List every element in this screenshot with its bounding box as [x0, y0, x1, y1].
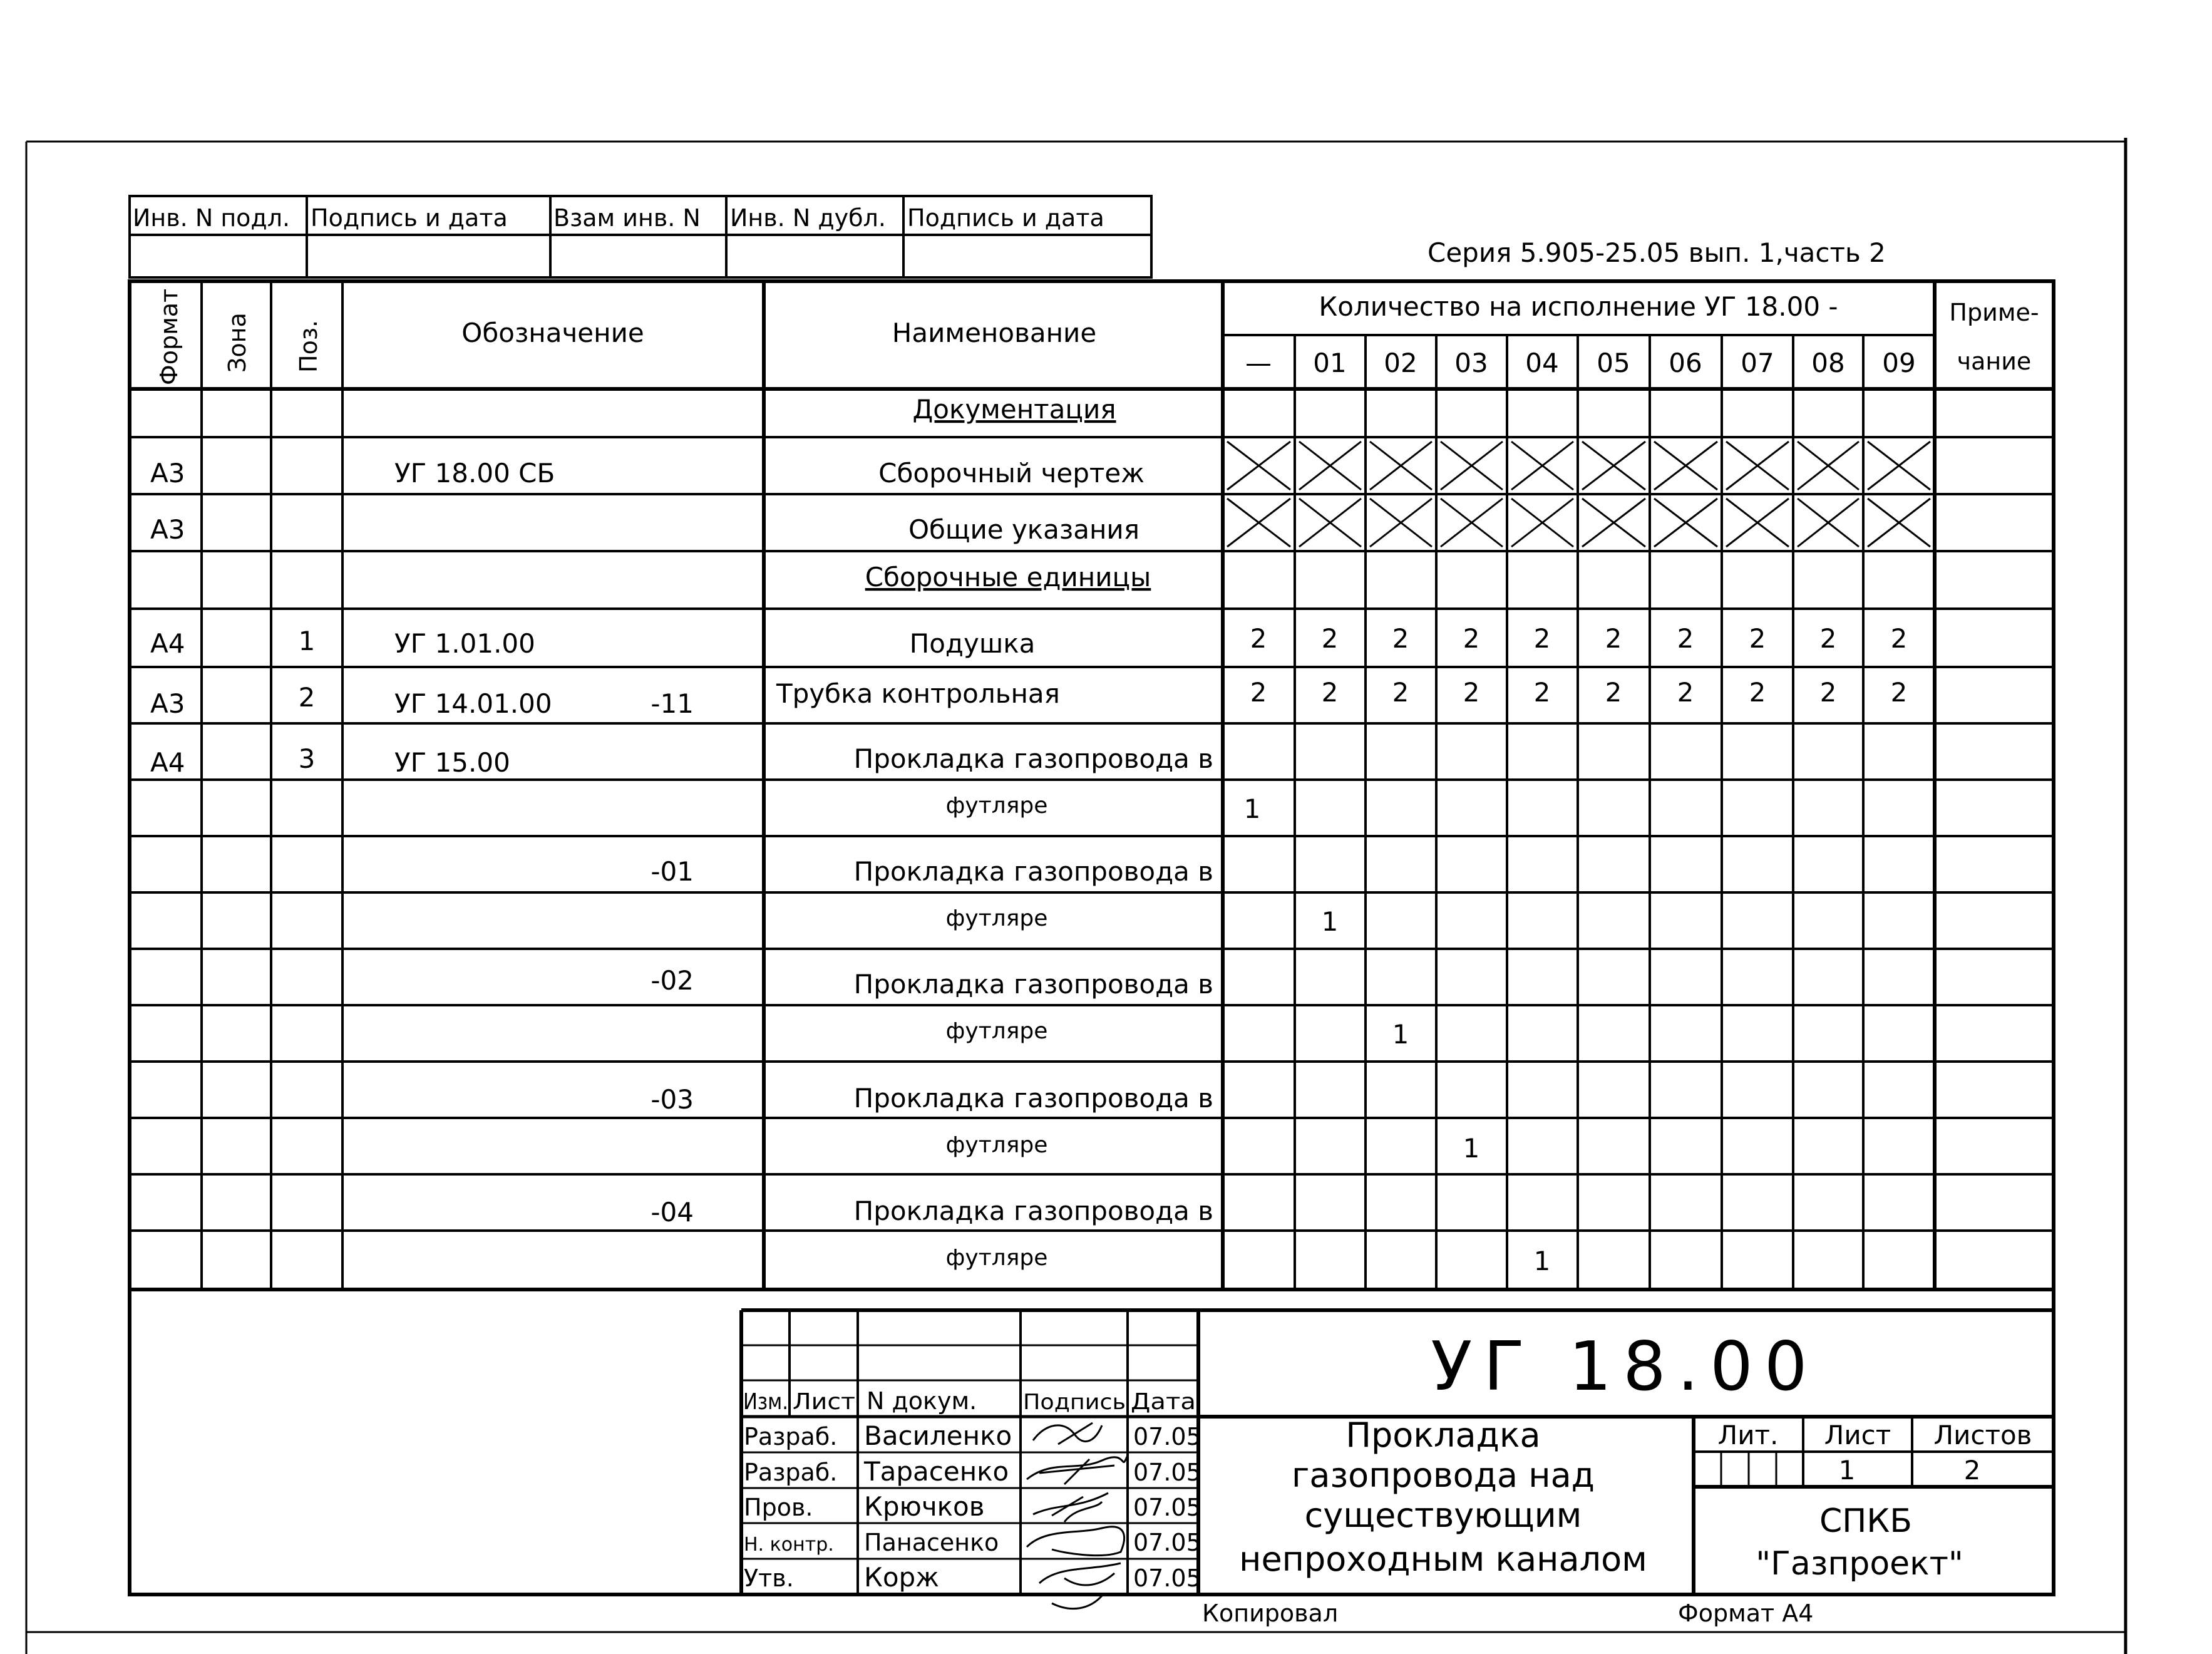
qty-cell: 2 — [1392, 623, 1409, 654]
signer-role: Утв. — [744, 1564, 794, 1592]
inv-header-podl: Инв. N подл. — [133, 204, 291, 232]
qty-cell: 2 — [1749, 677, 1766, 708]
execution-header: 03 — [1454, 348, 1488, 378]
qty-cell: 2 — [1890, 623, 1908, 654]
row-name-line2: футляре — [945, 1245, 1048, 1271]
signer-row — [744, 1529, 1201, 1556]
qty-cell: 1 — [1321, 906, 1339, 937]
signer-row — [744, 1420, 1201, 1451]
header-designation: Обозначение — [461, 318, 644, 348]
row-designation: УГ 14.01.00 — [394, 688, 552, 719]
execution-header: 07 — [1741, 348, 1774, 378]
row-name-line1: Прокладка газопровода в — [853, 1083, 1213, 1114]
signer-row — [744, 1456, 1201, 1487]
signer-date: 07.05 — [1133, 1564, 1201, 1592]
qty-cell: 2 — [1392, 677, 1409, 708]
row-format: А3 — [150, 688, 185, 719]
row-format: А4 — [150, 628, 185, 659]
qty-cell: 1 — [1533, 1246, 1551, 1276]
table-row — [150, 743, 1260, 824]
qty-cell: 2 — [1463, 677, 1480, 708]
row-designation: УГ 18.00 СБ — [394, 458, 555, 488]
inv-header-dubl: Инв. N дубл. — [730, 204, 886, 232]
execution-header: 06 — [1669, 348, 1702, 378]
row-suffix: -03 — [651, 1084, 694, 1115]
label-lit: Лит. — [1717, 1420, 1779, 1450]
header-note-2: чание — [1957, 348, 2032, 375]
execution-header: 04 — [1525, 348, 1559, 378]
table-row — [150, 458, 1145, 488]
qty-cell: 2 — [1677, 677, 1694, 708]
qty-cell: 2 — [1890, 677, 1908, 708]
qty-cell: 2 — [1250, 677, 1267, 708]
signer-date: 07.05 — [1133, 1459, 1201, 1486]
execution-header: — — [1245, 348, 1272, 378]
inv-header-podpis2: Подпись и дата — [907, 204, 1104, 232]
row-designation: УГ 1.01.00 — [394, 628, 535, 659]
signer-name: Крючков — [864, 1491, 985, 1522]
label-sheet: Лист — [1824, 1420, 1891, 1450]
stamp-label-ndokum: N докум. — [867, 1387, 977, 1415]
sheet-number: 1 — [1838, 1455, 1856, 1486]
qty-cell: 2 — [1819, 623, 1837, 654]
qty-cell: 2 — [1605, 623, 1622, 654]
inv-header-podpis: Подпись и дата — [311, 204, 508, 232]
row-suffix: -01 — [651, 856, 694, 887]
row-pos: 2 — [298, 682, 316, 713]
signer-row — [744, 1491, 1201, 1522]
header-quantity: Количество на исполнение УГ 18.00 - — [1319, 291, 1838, 322]
header-format: Формат — [155, 288, 183, 385]
signer-date: 07.05 — [1133, 1423, 1201, 1450]
label-sheets: Листов — [1933, 1420, 2032, 1450]
signer-date: 07.05 — [1133, 1529, 1201, 1556]
table-row — [651, 1196, 1550, 1276]
row-name-line1: Прокладка газопровода в — [853, 969, 1213, 1000]
signer-role: Разраб. — [744, 1459, 838, 1486]
row-format: А3 — [150, 458, 185, 488]
row-name-line1: Прокладка газопровода в — [853, 1196, 1213, 1226]
signer-name: Корж — [864, 1562, 940, 1593]
execution-header: 09 — [1882, 348, 1916, 378]
header-pos: Поз. — [295, 319, 322, 373]
qty-cell: 2 — [1819, 677, 1837, 708]
table-row — [150, 623, 1907, 659]
row-name-line2: футляре — [945, 793, 1048, 819]
qty-cell: 1 — [1463, 1133, 1480, 1164]
org-name-1: СПКБ — [1819, 1502, 1913, 1540]
qty-cell: 2 — [1250, 623, 1267, 654]
stamp-label-data: Дата — [1131, 1389, 1196, 1415]
signer-role: Пров. — [744, 1494, 813, 1521]
row-name: Подушка — [909, 628, 1036, 659]
section-assembly-units: Сборочные единицы — [865, 562, 1151, 592]
document-code: УГ 18.00 — [1431, 1328, 1819, 1406]
row-format: А3 — [150, 514, 185, 545]
table-row — [150, 514, 1139, 545]
row-suffix: -11 — [651, 688, 694, 719]
qty-cell: 2 — [1321, 677, 1339, 708]
qty-cell: 2 — [1677, 623, 1694, 654]
row-pos: 1 — [298, 626, 316, 656]
org-name-2: "Газпроект" — [1756, 1545, 1963, 1583]
row-name: Трубка контрольная — [776, 678, 1060, 709]
row-pos: 3 — [298, 743, 316, 774]
execution-header: 05 — [1597, 348, 1630, 378]
title-line: непроходным каналом — [1239, 1539, 1647, 1579]
row-designation: УГ 15.00 — [394, 747, 510, 778]
series-label: Серия 5.905-25.05 вып. 1,часть 2 — [1428, 237, 1886, 268]
sheets-total: 2 — [1963, 1455, 1981, 1486]
qty-cell: 2 — [1605, 677, 1622, 708]
title-line: Прокладка — [1345, 1415, 1541, 1455]
execution-header: 08 — [1811, 348, 1845, 378]
table-row — [651, 1083, 1479, 1164]
row-name-line2: футляре — [945, 1132, 1048, 1158]
signature-scribbles — [1027, 1423, 1127, 1609]
section-documentation: Документация — [912, 394, 1116, 425]
row-name-line1: Прокладка газопровода в — [853, 856, 1213, 887]
row-suffix: -04 — [651, 1197, 694, 1228]
sheet-frame — [26, 138, 2126, 1654]
header-note-1: Приме- — [1949, 299, 2039, 326]
table-row — [651, 856, 1338, 937]
stamp-label-podpis: Подпись — [1023, 1390, 1126, 1415]
header-name: Наименование — [892, 318, 1097, 348]
signer-name: Панасенко — [864, 1529, 999, 1556]
footer-copied: Копировал — [1202, 1600, 1339, 1627]
row-name-line1: Прокладка газопровода в — [853, 743, 1213, 774]
stamp-label-list: Лист — [793, 1389, 855, 1415]
qty-cell: 2 — [1749, 623, 1766, 654]
signer-row — [744, 1562, 1201, 1593]
signer-role: Н. контр. — [744, 1534, 834, 1556]
title-line: существующим — [1304, 1496, 1582, 1535]
signer-name: Василенко — [864, 1420, 1012, 1451]
qty-cell: 1 — [1392, 1019, 1409, 1050]
signer-date: 07.05 — [1133, 1494, 1201, 1521]
row-name: Общие указания — [908, 514, 1139, 545]
execution-header: 01 — [1313, 348, 1347, 378]
qty-cell: 2 — [1463, 623, 1480, 654]
spec-table-grid — [130, 281, 2054, 1290]
inv-header-vzam: Взам инв. N — [553, 204, 701, 232]
signer-name: Тарасенко — [864, 1456, 1009, 1487]
execution-headers — [1245, 348, 1916, 378]
signer-role: Разраб. — [744, 1423, 838, 1450]
qty-cell: 2 — [1321, 623, 1339, 654]
execution-header: 02 — [1384, 348, 1417, 378]
title-line: газопровода над — [1291, 1455, 1595, 1495]
row-format: А4 — [150, 747, 185, 778]
row-name-line2: футляре — [945, 906, 1048, 931]
footer-format: Формат А4 — [1678, 1600, 1814, 1627]
qty-cell: 2 — [1533, 623, 1551, 654]
qty-cell: 2 — [1533, 677, 1551, 708]
stamp-label-izm: Изм. — [743, 1389, 788, 1415]
row-name-line2: футляре — [945, 1018, 1048, 1044]
row-suffix: -02 — [651, 965, 694, 996]
qty-cell: 1 — [1243, 793, 1261, 824]
row-name: Сборочный чертеж — [878, 458, 1145, 488]
header-zone: Зона — [224, 313, 251, 373]
table-row — [150, 677, 1907, 719]
